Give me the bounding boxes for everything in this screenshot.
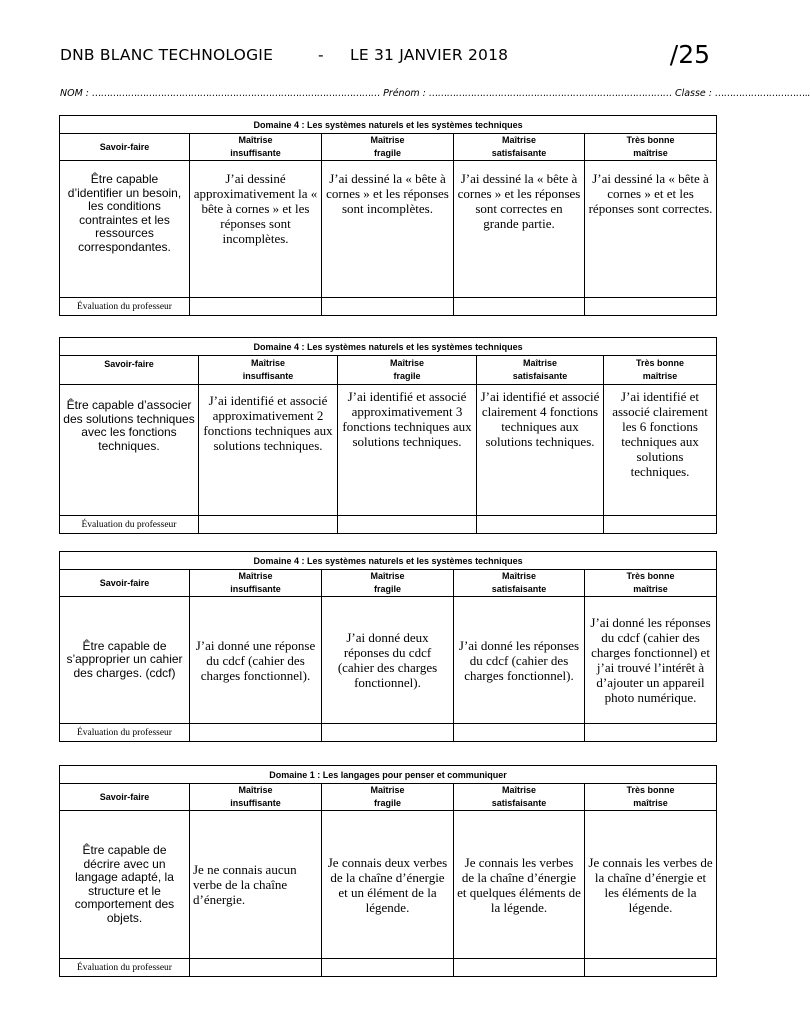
evaluation-box[interactable]	[338, 516, 477, 534]
level-4-cell: J’ai identifié et associé clairement les 6 fonctions techniques aux solutions techniques.	[604, 385, 717, 516]
classe-field[interactable]: …………………………..	[715, 88, 810, 99]
teacher-evaluation-label: Évaluation du professeur	[60, 959, 190, 977]
header-level-2: Maîtrise fragile	[322, 570, 454, 597]
title-separator: -	[318, 46, 324, 64]
savoir-faire-cell: Être capable de s’approprier un cahier des charges. (cdcf)	[60, 597, 190, 724]
header-level-3: Maîtrise satisfaisante	[454, 134, 585, 161]
level-4-cell: J’ai dessiné la « bête à cornes » et et les réponses sont correctes.	[585, 161, 717, 298]
evaluation-box[interactable]	[585, 298, 717, 316]
level-1-cell: J’ai identifié et associé approximativement 2 fonctions techniques aux solutions techniques.	[199, 385, 338, 516]
level-1-cell: J’ai donné une réponse du cdcf (cahier des charges fonctionnel).	[190, 597, 322, 724]
level-2-cell: Je connais deux verbes de la chaîne d’énergie et un élément de la légende.	[322, 811, 454, 959]
level-3-cell: J’ai dessiné la « bête à cornes » et les réponses sont correctes en grande partie.	[454, 161, 585, 298]
teacher-evaluation-label: Évaluation du professeur	[60, 298, 190, 316]
identity-line	[60, 88, 810, 99]
evaluation-box[interactable]	[199, 516, 338, 534]
header-level-2: Maîtrise fragile	[338, 356, 477, 385]
level-4-cell: Je connais les verbes de la chaîne d’énergie et les éléments de la légende.	[585, 811, 717, 959]
header-level-4: Très bonne maîtrise	[585, 134, 717, 161]
evaluation-box[interactable]	[190, 724, 322, 742]
evaluation-box[interactable]	[454, 724, 585, 742]
savoir-faire-cell: Être capable d’identifier un besoin, les conditions contraintes et les ressources correspondantes.	[60, 161, 190, 298]
evaluation-box[interactable]	[454, 959, 585, 977]
document-date: LE 31 JANVIER 2018	[350, 46, 509, 64]
evaluation-box[interactable]	[322, 959, 454, 977]
domain-title: Domaine 4 : Les systèmes naturels et les systèmes techniques	[60, 552, 717, 570]
header-level-4: Très bonne maîtrise	[604, 356, 717, 385]
prenom-label: Prénom :	[383, 88, 426, 99]
evaluation-box[interactable]	[604, 516, 717, 534]
header-savoir-faire: Savoir-faire	[60, 356, 199, 385]
evaluation-table-2	[59, 337, 717, 534]
header-level-1: Maîtrise insuffisante	[199, 356, 338, 385]
header-level-3: Maîtrise satisfaisante	[454, 570, 585, 597]
domain-title: Domaine 4 : Les systèmes naturels et les systèmes techniques	[60, 338, 717, 356]
level-3-cell: J’ai donné les réponses du cdcf (cahier des charges fonctionnel).	[454, 597, 585, 724]
header-level-2: Maîtrise fragile	[322, 134, 454, 161]
header-level-3: Maîtrise satisfaisante	[454, 784, 585, 811]
teacher-evaluation-label: Évaluation du professeur	[60, 516, 199, 534]
header-level-2: Maîtrise fragile	[322, 784, 454, 811]
prenom-field[interactable]: ………………………………………………………………………	[428, 88, 672, 99]
header-level-4: Très bonne maîtrise	[585, 570, 717, 597]
page-header	[60, 40, 720, 70]
savoir-faire-cell: Être capable d’associer des solutions techniques avec les fonctions techniques.	[60, 385, 199, 516]
teacher-evaluation-label: Évaluation du professeur	[60, 724, 190, 742]
header-level-3: Maîtrise satisfaisante	[477, 356, 604, 385]
nom-label: NOM :	[60, 88, 90, 99]
evaluation-box[interactable]	[585, 959, 717, 977]
header-savoir-faire: Savoir-faire	[60, 570, 190, 597]
level-1-cell: Je ne connais aucun verbe de la chaîne d’énergie.	[190, 811, 322, 959]
evaluation-box[interactable]	[454, 298, 585, 316]
domain-title: Domaine 4 : Les systèmes naturels et les systèmes techniques	[60, 116, 717, 134]
level-2-cell: J’ai dessiné la « bête à cornes » et les réponses sont incomplètes.	[322, 161, 454, 298]
header-level-1: Maîtrise insuffisante	[190, 784, 322, 811]
level-3-cell: J’ai identifié et associé clairement 4 fonctions techniques aux solutions techniques.	[477, 385, 604, 516]
domain-title: Domaine 1 : Les langages pour penser et communiquer	[60, 766, 717, 784]
evaluation-box[interactable]	[477, 516, 604, 534]
header-level-1: Maîtrise insuffisante	[190, 570, 322, 597]
evaluation-box[interactable]	[190, 298, 322, 316]
evaluation-table-1	[59, 115, 717, 316]
evaluation-box[interactable]	[585, 724, 717, 742]
header-level-1: Maîtrise insuffisante	[190, 134, 322, 161]
level-4-cell: J’ai donné les réponses du cdcf (cahier des charges fonctionnel) et j’ai trouvé l’intérêt à d’ajouter un appareil photo numérique.	[585, 597, 717, 724]
savoir-faire-cell: Être capable de décrire avec un langage adapté, la structure et le comportement des objets.	[60, 811, 190, 959]
evaluation-box[interactable]	[322, 298, 454, 316]
classe-label: Classe :	[674, 88, 712, 99]
header-savoir-faire: Savoir-faire	[60, 784, 190, 811]
evaluation-box[interactable]	[190, 959, 322, 977]
document-title: DNB BLANC TECHNOLOGIE	[60, 46, 274, 64]
nom-field[interactable]: ……………………………………………………………………………………	[92, 88, 381, 99]
evaluation-table-3	[59, 551, 717, 742]
level-2-cell: J’ai donné deux réponses du cdcf (cahier des charges fonctionnel).	[322, 597, 454, 724]
header-savoir-faire: Savoir-faire	[60, 134, 190, 161]
header-level-4: Très bonne maîtrise	[585, 784, 717, 811]
score-total: /25	[669, 40, 710, 69]
level-2-cell: J’ai identifié et associé approximativement 3 fonctions techniques aux solutions techniques.	[338, 385, 477, 516]
evaluation-box[interactable]	[322, 724, 454, 742]
level-3-cell: Je connais les verbes de la chaîne d’énergie et quelques éléments de la légende.	[454, 811, 585, 959]
level-1-cell: J’ai dessiné approximativement la « bête à cornes » et les réponses sont incomplètes.	[190, 161, 322, 298]
evaluation-table-4	[59, 765, 717, 977]
